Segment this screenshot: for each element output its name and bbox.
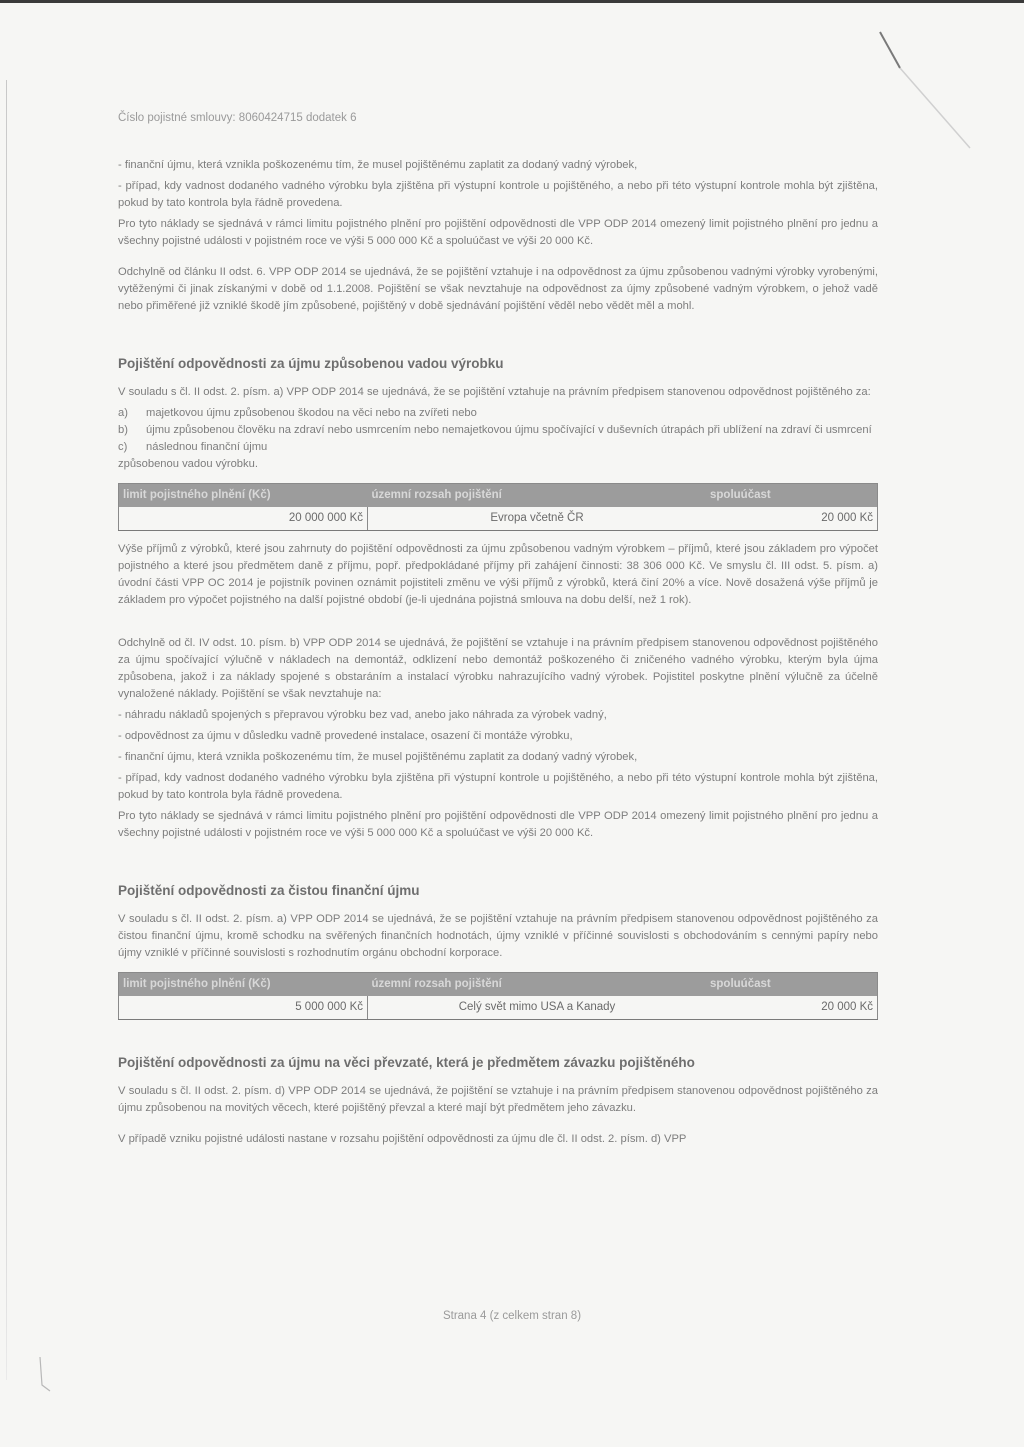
paragraph-retroactive: Odchylně od článku II odst. 6. VPP ODP 2014 se ujednává, že se pojištění vztahuje i na odpovědnost za újmu způsobenou vadnými výrobky vyrobenými, vytěženými či jinak získanými v době od 1.1.2008. Pojištění se však nevztahuje na odpovědnost za újmy způsobené vadným výrobkem, o jehož vadě nebo přiměřené již vzniklé škodě jím způsobené, pojištěný v době sjednávání pojištění věděl nebo vědět měl a mohl. <box>118 266 878 312</box>
table-header-deductible: spoluúčast <box>706 973 878 997</box>
list-item: c) následnou finanční újmu <box>118 441 268 453</box>
table-cell-limit: 20 000 000 Kč <box>119 507 368 531</box>
table-header-deductible: spoluúčast <box>706 484 878 508</box>
heading-taken-property: Pojištění odpovědnosti za újmu na věci převzaté, která je předmětem závazku pojištěného <box>118 1055 695 1070</box>
table-cell-deductible: 20 000 Kč <box>706 507 878 531</box>
heading-financial-loss: Pojištění odpovědnosti za čistou finanční újmu <box>118 883 420 898</box>
paragraph-taken-property-intro: V souladu s čl. II odst. 2. písm. d) VPP ODP 2014 se ujednává, že pojištění se vztahuje i na právním předpisem stanovenou odpovědnost pojištěného za újmu způsobenou na movitých věcech, které pojištěný převzal a které mají být předmětem jeho závazku. <box>118 1085 878 1114</box>
paragraph-financial-intro: V souladu s čl. II odst. 2. písm. a) VPP ODP 2014 se ujednává, že se pojištění vztahuje na právním předpisem stanovenou odpovědnost pojištěného za čistou finanční újmu, kromě schodku na svěřených finančních hodnotách, újmy vzniklé v příčinné souvislosti s obchodováním s cennými papíry nebo újmy vzniklé v příčinné souvislosti s rozhodnutím orgánu obchodní korporace. <box>118 913 878 959</box>
table-header-row <box>119 484 878 508</box>
heading-product-liability: Pojištění odpovědnosti za újmu způsobenou vadou výrobku <box>118 356 504 371</box>
paragraph-revenue: Výše příjmů z výrobků, které jsou zahrnuty do pojištění odpovědnosti za újmu způsobenou vadným výrobkem – příjmů, které jsou základem pro výpočet pojistného a které jsou předmětem daně z příjmu, popř. předpokládané příjmy při zahájení činnosti: 38 306 000 Kč. Ve smyslu čl. III odst. 5. písm. a) úvodní části VPP OC 2014 je pojistník povinen oznámit pojistiteli změnu ve výši příjmů z výrobků, která činí 20% a více. Nově dosažená výše příjmů je základem pro výpočet pojistného na další pojistné období (je-li ujednána pojistná smlouva na dobu delší, než 1 rok). <box>118 543 878 606</box>
bullet-exclusion-financial: - finanční újmu, která vznikla poškozenému tím, že musel pojištěnému zaplatit za dodaný vadný výrobek, <box>118 751 638 763</box>
bullet-exclusion-control: - případ, kdy vadnost dodaného vadného výrobku byla zjištěna při výstupní kontrole u pojištěného, a nebo při této výstupní kontrole mohla být zjištěna, pokud by tato kontrola byla řádně provedena. <box>118 772 878 801</box>
paragraph-taken-property-event: V případě vzniku pojistné události nastane v rozsahu pojištění odpovědnosti za újmu dle čl. II odst. 2. písm. d) VPP <box>118 1133 687 1145</box>
bullet-exclusion-transport: - náhradu nákladů spojených s přepravou výrobku bez vad, anebo jako náhrada za výrobek vadný, <box>118 709 607 721</box>
table-header-territory: územní rozsah pojištění <box>368 973 707 997</box>
limit-table-financial <box>118 972 878 1020</box>
page-number-footer: Strana 4 (z celkem stran 8) <box>442 1310 582 1322</box>
bullet-financial-loss: - finanční újmu, která vznikla poškozenému tím, že musel pojištěnému zaplatit za dodaný vadný výrobek, <box>118 159 638 171</box>
limit-table-product <box>118 483 878 531</box>
paragraph-product-intro: V souladu s čl. II odst. 2. písm. a) VPP ODP 2014 se ujednává, že se pojištění vztahuje na právním předpisem stanovenou odpovědnost pojištěného za: <box>118 386 871 398</box>
paragraph-product-outro: způsobenou vadou výrobku. <box>118 458 258 470</box>
scan-left-edge <box>6 80 7 1380</box>
table-cell-territory: Celý svět mimo USA a Kanady <box>368 996 707 1020</box>
table-cell-limit: 5 000 000 Kč <box>119 996 368 1020</box>
table-cell-territory: Evropa včetně ČR <box>368 507 707 531</box>
liability-list <box>118 405 878 456</box>
bullet-exclusion-installation: - odpovědnost za újmu v důsledku vadně provedené instalace, osazení či montáže výrobku, <box>118 730 573 742</box>
contract-number-header: Číslo pojistné smlouvy: 8060424715 dodatek 6 <box>118 112 357 124</box>
margin-pen-mark <box>34 1355 54 1395</box>
document-body <box>118 110 878 1152</box>
paragraph-limit: Pro tyto náklady se sjednává v rámci limitu pojistného plnění pro pojištění odpovědnosti dle VPP ODP 2014 omezený limit pojistného plnění pro jednu a všechny pojistné události v pojistném roce ve výši 5 000 000 Kč a spoluúčast ve výši 20 000 Kč. <box>118 218 878 247</box>
list-item: b) újmu způsobenou člověku na zdraví nebo usmrcením nebo nemajetkovou újmu spočívající v duševních útrapách při ublížení na zdraví či usmrcení <box>118 424 872 436</box>
table-header-limit: limit pojistného plnění (Kč) <box>119 484 368 508</box>
table-header-territory: územní rozsah pojištění <box>368 484 707 508</box>
table-cell-deductible: 20 000 Kč <box>706 996 878 1020</box>
paragraph-dismantling-limit: Pro tyto náklady se sjednává v rámci limitu pojistného plnění pro pojištění odpovědnosti dle VPP ODP 2014 omezený limit pojistného plnění pro jednu a všechny pojistné události v pojistném roce ve výši 5 000 000 Kč a spoluúčast ve výši 20 000 Kč. <box>118 810 878 839</box>
paragraph-dismantling: Odchylně od čl. IV odst. 10. písm. b) VPP ODP 2014 se ujednává, že pojištění se vztahuje i na právním předpisem stanovenou odpovědnost pojištěného za újmu spočívající výlučně v nákladech na demontáž, odklizení nebo demontáž poškozeného či zničeného vadného výrobku, kterým byla újma způsobena, jakož i za náklady spojené s obstaráním a instalací výrobku nahrazujícího vadný výrobek. Pojistitel poskytne plnění výlučně za účelně vynaložené náklady. Pojištění se však nevztahuje na: <box>118 637 878 700</box>
folded-corner-mark <box>870 20 980 150</box>
bullet-output-control: - případ, kdy vadnost dodaného vadného výrobku byla zjištěna při výstupní kontrole u pojištěného, a nebo při této výstupní kontrole mohla být zjištěna, pokud by tato kontrola byla řádně provedena. <box>118 180 878 209</box>
table-row <box>119 996 878 1020</box>
scan-top-edge <box>0 0 1024 3</box>
table-row <box>119 507 878 531</box>
list-item: a) majetkovou újmu způsobenou škodou na věci nebo na zvířeti nebo <box>118 407 477 419</box>
table-header-limit: limit pojistného plnění (Kč) <box>119 973 368 997</box>
table-header-row <box>119 973 878 997</box>
